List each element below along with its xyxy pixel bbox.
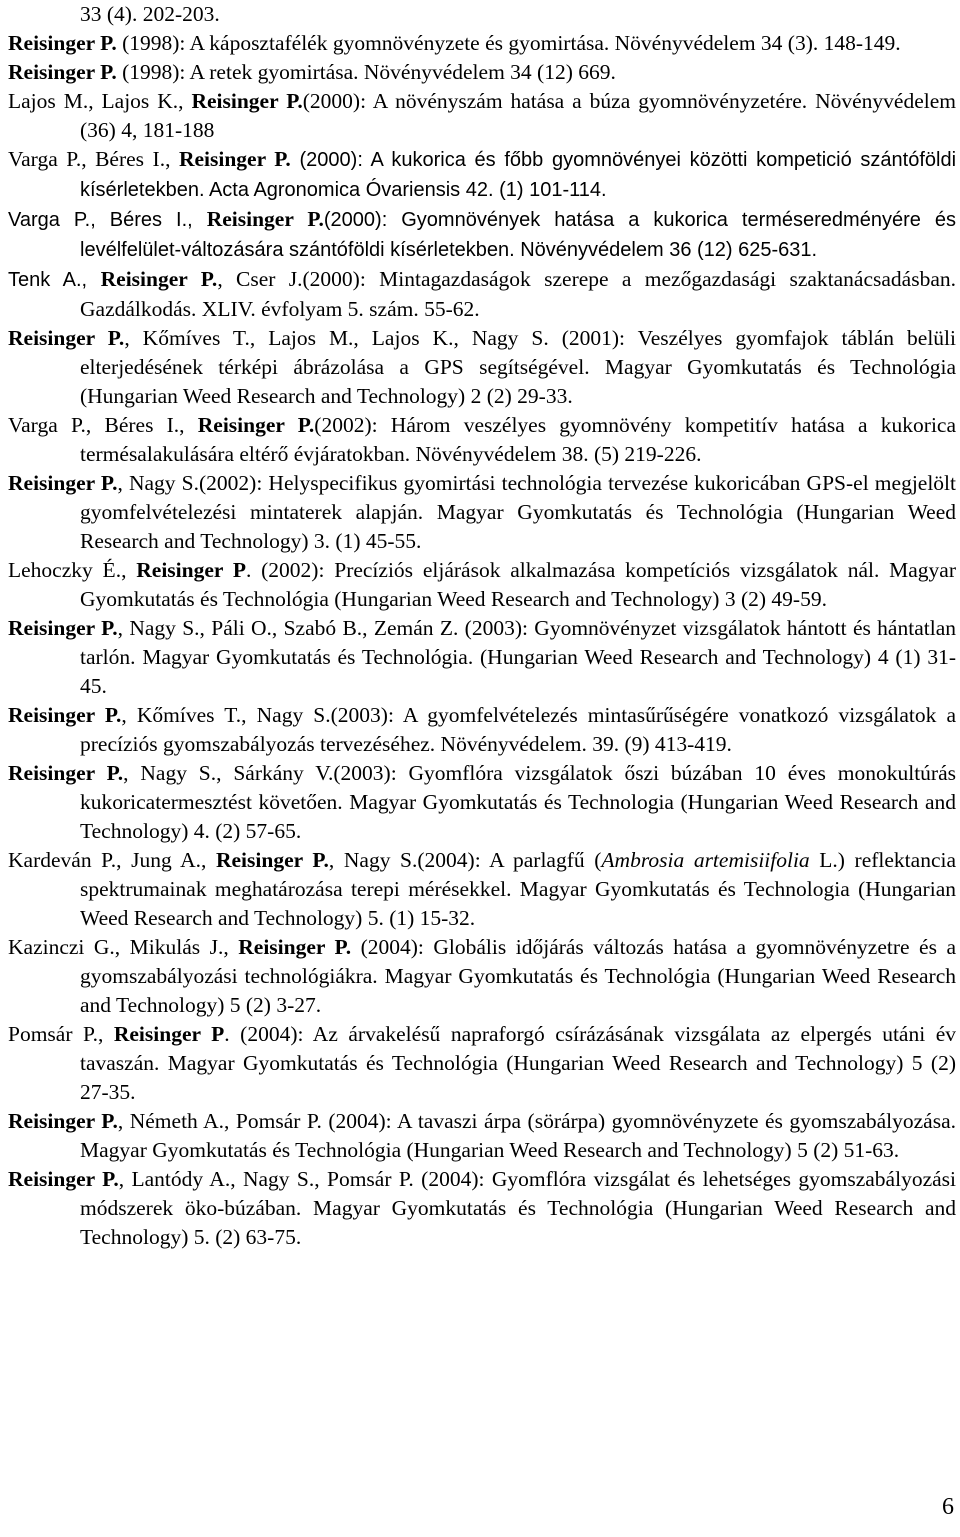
- reference-text: Tenk A.,: [8, 269, 101, 291]
- reference-text: Kardeván P., Jung A.,: [8, 848, 216, 872]
- reference-text: , Kőmíves T., Lajos M., Lajos K., Nagy S. (2001): Veszélyes gyomfajok táblán belüli elterjedésének térképi ábrázolása a GPS segítségével. Magyar Gyomkutatás és Technológia (Hungarian Weed Research and Technology) 2 (2) 29-33.: [80, 326, 956, 408]
- reference-entry: [8, 324, 956, 411]
- reference-text: Varga P., Béres I.,: [8, 147, 179, 171]
- reference-entry: [8, 1107, 956, 1165]
- reference-text: (1998): A retek gyomirtása. Növényvédelem 34 (12) 669.: [116, 60, 616, 84]
- author-highlight: Reisinger P.: [206, 207, 324, 231]
- reference-text: (2002): Három veszélyes gyomnövény kompetitív hatása a kukorica termésalakulására eltérő évjáratokban. Növényvédelem 38. (5) 219-226.: [80, 413, 957, 466]
- author-highlight: Reisinger P: [136, 558, 246, 582]
- reference-text: (2000): A kukorica és főbb gyomnövényei közötti kompetició szántóföldi kísérletekben. Acta Agronomica Óvariensis 42. (1) 101-114.: [80, 149, 957, 201]
- reference-text: (2004): Globális időjárás változás hatása a gyomnövényzetre és a gyomszabályozási technológiákra. Magyar Gyomkutatás és Technológia (Hungarian Weed Research and Technology) 5 (2) 3-27.: [80, 935, 956, 1017]
- reference-entry: [8, 411, 956, 469]
- author-highlight: Reisinger P.: [8, 1167, 119, 1191]
- reference-text: . (2002): Precíziós eljárások alkalmazása kompetíciós vizsgálatok nál. Magyar Gyomkutatás és Technológia (Hungarian Weed Research and Technology) 3 (2) 49-59.: [80, 558, 956, 611]
- author-highlight: Reisinger P.: [100, 267, 218, 291]
- author-highlight: Reisinger P.: [215, 848, 329, 872]
- reference-text: Pomsár P.,: [8, 1022, 114, 1046]
- reference-entry: [8, 58, 956, 87]
- reference-entry: [8, 846, 956, 933]
- reference-text: , Nagy S.(2002): Helyspecifikus gyomirtási technológia tervezése kukoricában GPS-el megjelölt gyomfelvételezési mintaterek alapján. Magyar Gyomkutatás és Technológia (Hungarian Weed Research and Technology) 3. (1) 45-55.: [80, 471, 957, 553]
- reference-entry: [8, 29, 956, 58]
- reference-entry: [8, 701, 956, 759]
- reference-entry: [8, 469, 956, 556]
- reference-list: [8, 0, 956, 1252]
- author-highlight: Reisinger P.: [8, 326, 125, 350]
- reference-entry: [8, 1020, 956, 1107]
- reference-text: Lajos M., Lajos K.,: [8, 89, 192, 113]
- reference-text: , Nagy S.(2004): A parlagfű (: [328, 848, 602, 872]
- author-highlight: Reisinger P.: [178, 147, 291, 171]
- reference-text: Varga P., Béres I.,: [8, 413, 198, 437]
- reference-text: , Németh A., Pomsár P. (2004): A tavaszi árpa (sörárpa) gyomnövényzete és gyomszabályozása. Magyar Gyomkutatás és Technológia (Hungarian Weed Research and Technology) 5 (2) 51-63.: [80, 1109, 956, 1162]
- reference-text: L.) reflektancia spektrumainak meghatározása terepi mérésekkel. Magyar Gyomkutatás és Technologia (Hungarian Weed Research and Technology) 5. (1) 15-32.: [80, 848, 956, 930]
- reference-entry: [8, 205, 956, 265]
- author-highlight: Reisinger P.: [8, 60, 117, 84]
- reference-text: Kazinczi G., Mikulás J.,: [8, 935, 239, 959]
- reference-text: (1998): A káposztafélék gyomnövényzete és gyomirtása. Növényvédelem 34 (3). 148-149.: [116, 31, 901, 55]
- reference-text: Lehoczky É.,: [8, 558, 137, 582]
- author-highlight: Reisinger P.: [8, 703, 122, 727]
- author-highlight: Reisinger P.: [238, 935, 352, 959]
- page-number: 6: [942, 1494, 954, 1520]
- reference-entry: [8, 265, 956, 324]
- reference-text: (2000): A növényszám hatása a búza gyomnövényzetére. Növényvédelem (36) 4, 181-188: [80, 89, 956, 142]
- reference-text: , Lantódy A., Nagy S., Pomsár P. (2004): Gyomflóra vizsgálat és lehetséges gyomszabályozási módszerek öko-búzában. Magyar Gyomkutatás és Technológia (Hungarian Weed Research and Technology) 5. (2) 63-75.: [80, 1167, 956, 1249]
- author-highlight: Reisinger P.: [8, 616, 118, 640]
- reference-entry: [8, 556, 956, 614]
- reference-text: 33 (4). 202-203.: [80, 2, 220, 26]
- reference-entry: [8, 759, 956, 846]
- reference-text: . (2004): Az árvakelésű napraforgó csírázásának vizsgálata az elpergés utáni év tavaszán. Magyar Gyomkutatás és Technológia (Hungarian Weed Research and Technology) 5 (2) 27-35.: [80, 1022, 957, 1104]
- author-highlight: Reisinger P.: [197, 413, 315, 437]
- author-highlight: Reisinger P.: [8, 471, 118, 495]
- reference-text: Varga P., Béres I.,: [8, 209, 207, 231]
- reference-text: , Cser J.(2000): Mintagazdaságok szerepe a mezőgazdasági szaktanácsadásban. Gazdálkodás. XLIV. évfolyam 5. szám. 55-62.: [80, 267, 956, 321]
- reference-text: , Kőmíves T., Nagy S.(2003): A gyomfelvételezés mintasűrűségére vonatkozó vizsgálatok a precíziós gyomszabályozás tervezéséhez. Növényvédelem. 39. (9) 413-419.: [80, 703, 956, 756]
- reference-entry: [8, 1165, 956, 1252]
- species-name: Ambrosia artemisiifolia: [601, 848, 810, 872]
- reference-text: , Nagy S., Páli O., Szabó B., Zemán Z. (2003): Gyomnövényzet vizsgálatok hántott és hántatlan tarlón. Magyar Gyomkutatás és Technológia. (Hungarian Weed Research and Technology) 4 (1) 31-45.: [80, 616, 956, 698]
- author-highlight: Reisinger P.: [8, 31, 117, 55]
- reference-entry: [8, 933, 956, 1020]
- reference-text: (2000): Gyomnövények hatása a kukorica terméseredményére és levélfelület-változására szántóföldi kísérletekben. Növényvédelem 36 (12) 625-631.: [80, 209, 956, 261]
- reference-entry: [8, 145, 956, 205]
- reference-entry: [8, 0, 956, 29]
- reference-entry: [8, 87, 956, 145]
- reference-text: , Nagy S., Sárkány V.(2003): Gyomflóra vizsgálatok őszi búzában 10 éves monokultúrás kukoricatermesztést követően. Magyar Gyomkutatás és Technologia (Hungarian Weed Research and Technology) 4. (2) 57-65.: [80, 761, 957, 843]
- author-highlight: Reisinger P.: [191, 89, 303, 113]
- reference-entry: [8, 614, 956, 701]
- author-highlight: Reisinger P.: [8, 761, 124, 785]
- author-highlight: Reisinger P.: [8, 1109, 118, 1133]
- author-highlight: Reisinger P: [113, 1022, 225, 1046]
